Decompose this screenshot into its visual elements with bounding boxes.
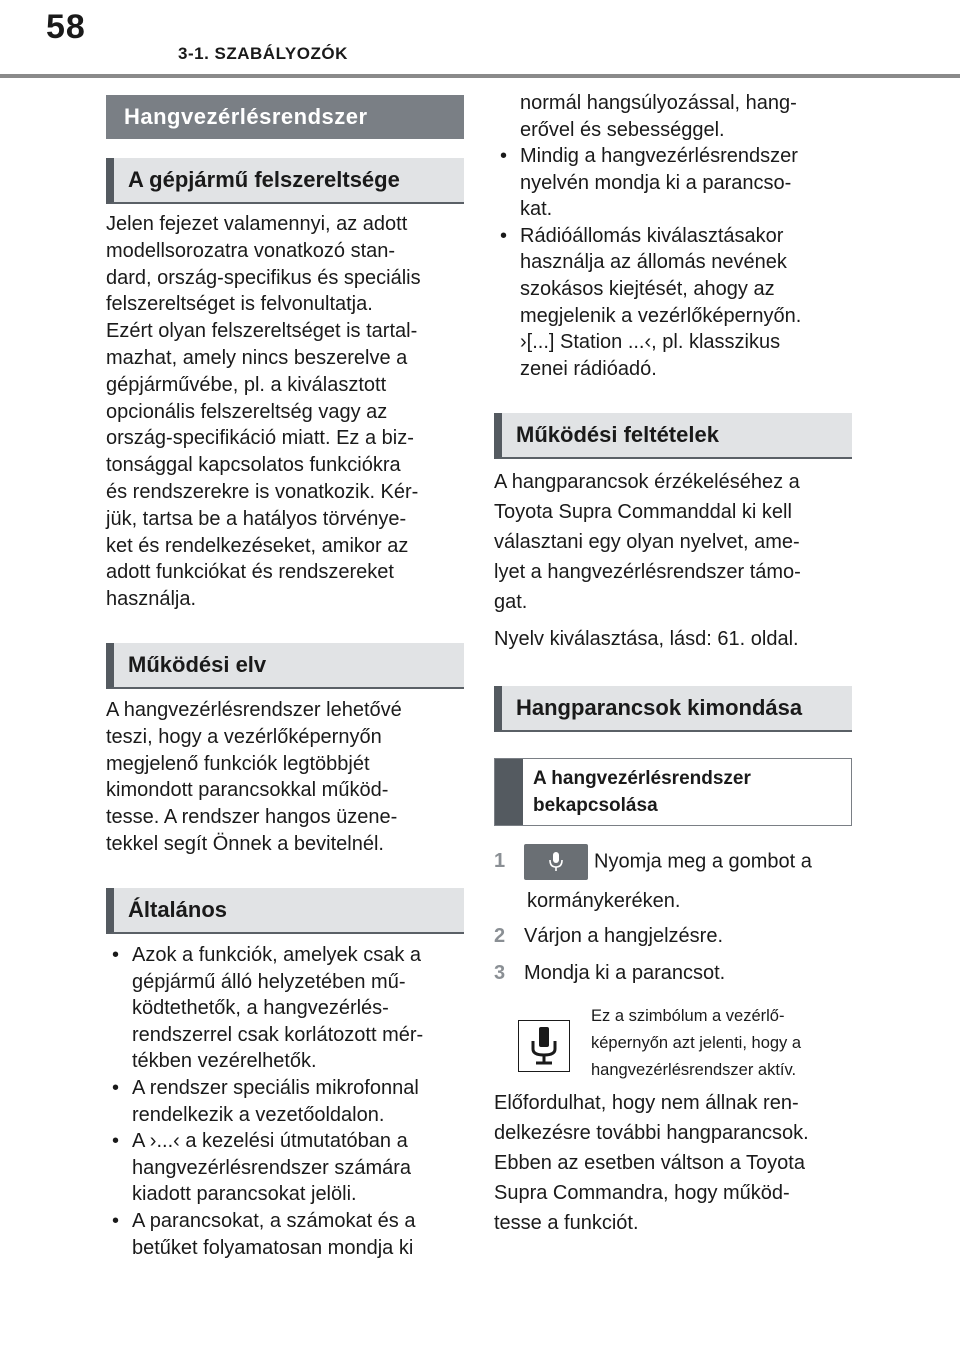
text-line: normál hangsúlyozással, hang- — [520, 92, 797, 114]
list-item — [106, 1128, 466, 1208]
language-reference: Nyelv kiválasztása, lásd: 61. oldal. — [494, 628, 799, 650]
section-equipment-title — [106, 158, 464, 204]
text-line: A hangparancsok érzékeléséhez a — [494, 471, 800, 493]
list-item — [106, 942, 466, 1075]
section-principle-title — [106, 643, 464, 689]
equipment-text — [106, 211, 464, 613]
text-line: és rendszerekre is vonatkozik. Kér- — [106, 480, 419, 503]
text-line: felszereltséget is felvonultatja. — [106, 293, 373, 316]
text-line: A hangvezérlésrendszer — [533, 768, 751, 789]
text-line: hangvezérlésrendszer aktív. — [591, 1061, 797, 1079]
step-text: Nyomja meg a gombot a — [594, 850, 812, 873]
text-line: megjelenik a vezérlőképernyőn. — [520, 304, 802, 327]
text-line: adott funkciókat és rendszereket — [106, 561, 394, 584]
text-line: tesse a funkciót. — [494, 1212, 639, 1234]
symbol-note — [591, 1003, 857, 1084]
text-line: delkezésre további hangparancsok. — [494, 1122, 809, 1144]
text-line: tonsággal kapcsolatos funkciókra — [106, 454, 401, 477]
text-line: jük, tartsa be a hatályos törvénye- — [106, 507, 407, 530]
text-line: hangvezérlésrendszer számára — [132, 1156, 412, 1179]
section-conditions-title — [494, 413, 852, 459]
text-line: Ebben az esetben váltson a Toyota — [494, 1152, 805, 1174]
text-line: teszi, hogy a vezérlőképernyőn — [106, 725, 382, 748]
list-item — [494, 143, 854, 223]
main-section-title: Hangvezérlésrendszer — [106, 95, 464, 139]
text-line: opcionális felszereltség vagy az — [106, 400, 388, 423]
text-line: • Azok a funkciók, amelyek csak a — [132, 944, 422, 966]
text-line: tekkel segít Önnek a bevitelnél. — [106, 832, 384, 855]
text-line: zenei rádióadó. — [520, 357, 657, 380]
text-line: rendelkezik a vezetőoldalon. — [132, 1103, 385, 1126]
text-line: megjelenő funkciók legtöbbjét — [106, 752, 370, 775]
section-commands-label: Hangparancsok kimondása — [516, 695, 803, 720]
text-line: gat. — [494, 591, 528, 613]
subsection-activation-title — [523, 759, 761, 825]
list-item — [494, 223, 854, 383]
text-line: szokásos kiejtését, ahogy az — [520, 277, 775, 300]
text-line: Supra Commandra, hogy működ- — [494, 1182, 790, 1204]
text-line: gépjárművébe, pl. a kiválasztott — [106, 373, 387, 396]
list-item — [106, 1075, 466, 1128]
text-line: Jelen fejezet valamennyi, az adott — [106, 213, 408, 235]
closing-text — [494, 1088, 854, 1238]
text-line: használja. — [106, 588, 197, 611]
continuation-text — [494, 90, 854, 143]
text-line: választani egy olyan nyelvet, ame- — [494, 531, 800, 553]
text-line: kimondott parancsokkal működ- — [106, 779, 389, 802]
text-line: Előfordulhat, hogy nem állnak ren- — [494, 1092, 799, 1114]
list-item — [106, 1208, 466, 1261]
text-line: • A rendszer speciális mikrofonnal — [132, 1076, 419, 1099]
subsection-activation — [494, 758, 852, 826]
text-line: mazhat, amely nincs beszerelve a — [106, 346, 408, 369]
step-text: Várjon a hangjelzésre. — [524, 925, 724, 947]
text-line: gépjármű álló helyzetében mű- — [132, 970, 406, 993]
text-line: használja az állomás nevének — [520, 251, 787, 274]
text-line: Ez a szimbólum a vezérlő- — [591, 1007, 785, 1025]
text-line: ország-specifikáció miatt. Ez a biz- — [106, 427, 414, 450]
text-line: • A parancsokat, a számokat és a — [132, 1209, 416, 1232]
header-divider — [0, 74, 960, 78]
text-line: ›[...] Station ...‹, pl. klasszikus — [520, 331, 781, 354]
microphone-icon — [518, 1020, 570, 1072]
text-line: rendszerrel csak korlátozott mér- — [132, 1023, 424, 1046]
step-text: Mondja ki a parancsot. — [524, 962, 726, 984]
section-commands-title — [494, 686, 852, 732]
text-line: • A ›...‹ a kezelési útmutatóban a — [132, 1130, 408, 1153]
text-line: betűket folyamatosan mondja ki — [132, 1236, 414, 1259]
general-bullet-list — [106, 942, 466, 1261]
principle-text — [106, 697, 464, 858]
text-line: kat. — [520, 198, 553, 221]
conditions-text — [494, 467, 854, 617]
text-line: A hangvezérlésrendszer lehetővé — [106, 699, 402, 721]
text-line: lyet a hangvezérlésrendszer támo- — [494, 561, 801, 583]
text-line: Ezért olyan felszereltséget is tartal- — [106, 320, 418, 343]
section-conditions-label: Működési feltételek — [516, 422, 719, 447]
step-3 — [494, 958, 854, 988]
text-line: dard, ország-specifikus és speciális — [106, 266, 421, 289]
page-number: 58 — [46, 8, 86, 46]
section-equipment-label: A gépjármű felszereltsége — [128, 167, 400, 192]
text-line: • Rádióállomás kiválasztásakor — [520, 224, 784, 247]
text-line: képernyőn azt jelenti, hogy a — [591, 1034, 802, 1052]
text-line: ködtethetők, a hangvezérlés- — [132, 997, 389, 1020]
step-number: 3 — [494, 962, 506, 984]
text-line: Toyota Supra Commanddal ki kell — [494, 501, 792, 523]
microphone-icon — [524, 844, 588, 880]
text-line: tékben vezérelhetők. — [132, 1050, 317, 1073]
text-line: nyelvén mondja ki a parancso- — [520, 171, 792, 194]
section-general-label: Általános — [128, 897, 228, 922]
subsection-bar — [495, 759, 523, 825]
step-text-continued: kormánykeréken. — [527, 890, 681, 912]
step-number: 2 — [494, 925, 506, 947]
step-number: 1 — [494, 850, 506, 873]
text-line: kiadott parancsokat jelöli. — [132, 1183, 357, 1206]
section-general-title — [106, 888, 464, 934]
step-1 — [494, 844, 854, 916]
text-line: ket és rendelkezéseket, amikor az — [106, 534, 409, 557]
chapter-title: 3-1. SZABÁLYOZÓK — [178, 44, 348, 63]
text-line: modellsorozatra vonatkozó stan- — [106, 239, 396, 262]
text-line: • Mindig a hangvezérlésrendszer — [520, 145, 798, 167]
text-line: tesse. A rendszer hangos üzene- — [106, 806, 398, 829]
text-line: erővel és sebességgel. — [520, 118, 725, 141]
section-principle-label: Működési elv — [128, 652, 267, 677]
text-line: bekapcsolása — [533, 795, 658, 816]
right-bullet-list — [494, 143, 854, 382]
step-2 — [494, 921, 854, 951]
